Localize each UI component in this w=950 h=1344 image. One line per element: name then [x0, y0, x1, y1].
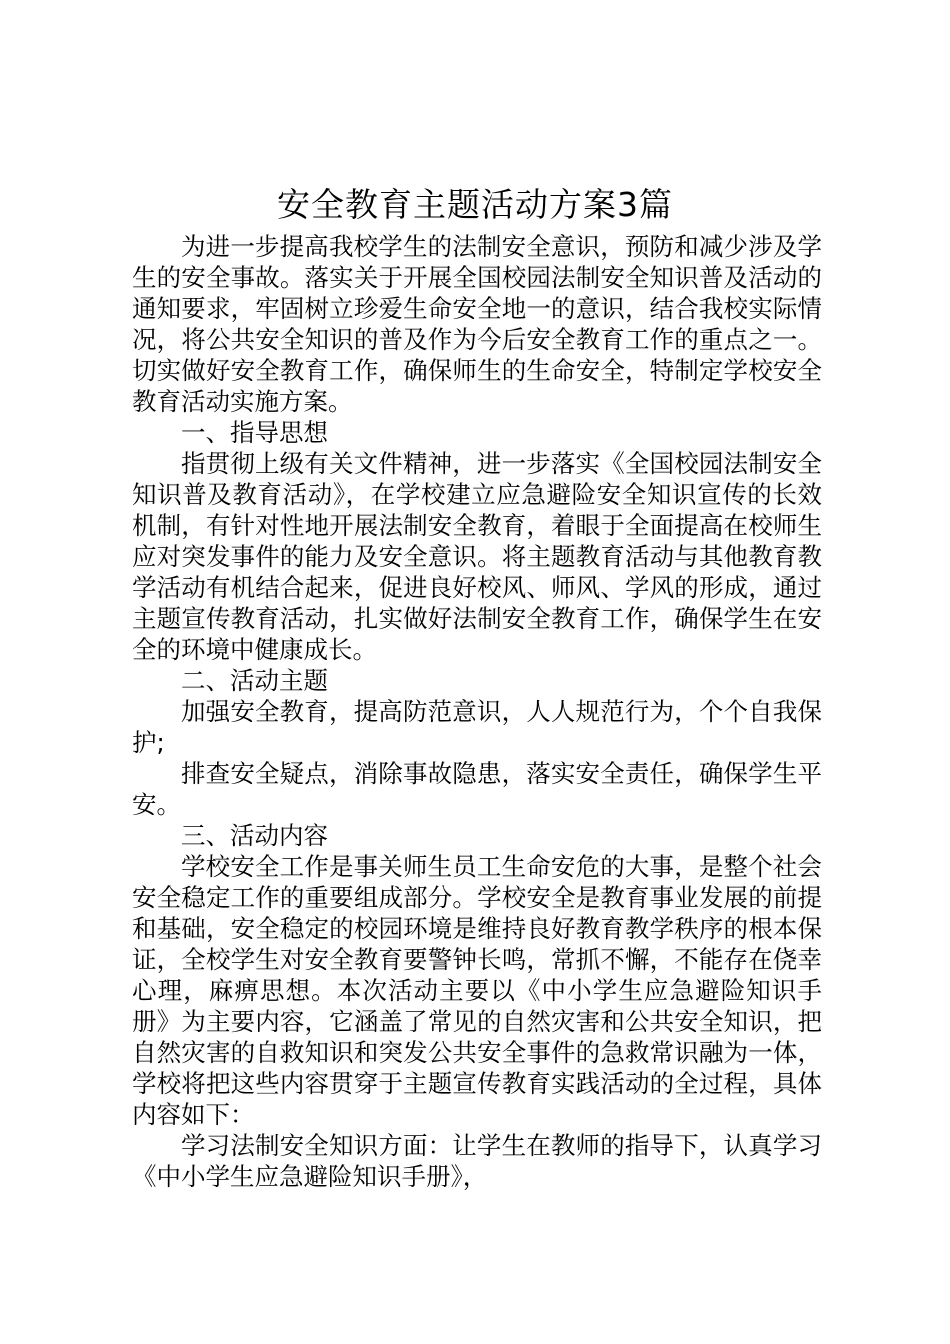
paragraph-guiding-ideology: 指贯彻上级有关文件精神，进一步落实《全国校园法制安全知识普及教育活动》，在学校建立应急避险安全知识宣传的长效机制，有针对性地开展法制安全教育，着眼于全面提高在校师生应对突发事件的能力及安全意识。将主题教育活动与其他教育教学活动有机结合起来，促进良好校风、师风、学风的形成，通过主题宣传教育活动，扎实做好法制安全教育工作，确保学生在安全的环境中健康成长。: [132, 449, 822, 664]
section-heading-activity-theme: 二、活动主题: [181, 666, 328, 695]
document-title: 安全教育主题活动方案3篇: [277, 185, 673, 224]
document-body: [132, 231, 822, 1192]
section-heading-activity-content: 三、活动内容: [181, 821, 328, 850]
paragraph-intro: 为进一步提高我校学生的法制安全意识，预防和减少涉及学生的安全事故。落实关于开展全国校园法制安全知识普及活动的通知要求，牢固树立珍爱生命安全地一的意识，结合我校实际情况，将公共安全知识的普及作为今后安全教育工作的重点之一。切实做好安全教育工作，确保师生的生命安全，特制定学校安全教育活动实施方案。: [132, 232, 822, 416]
paragraph-theme-line-2: 排查安全疑点，消除事故隐患，落实安全责任，确保学生平安。: [132, 759, 822, 819]
paragraph-theme-line-1: 加强安全教育，提高防范意识，人人规范行为，个个自我保护;: [132, 697, 822, 757]
paragraph-study-knowledge: 学习法制安全知识方面：让学生在教师的指导下，认真学习《中小学生应急避险知识手册》，: [132, 1131, 822, 1191]
paragraph-activity-content: 学校安全工作是事关师生员工生命安危的大事，是整个社会安全稳定工作的重要组成部分。学校安全是教育事业发展的前提和基础，安全稳定的校园环境是维持良好教育教学秩序的根本保证，全校学生对安全教育要警钟长鸣，常抓不懈，不能存在侥幸心理，麻痹思想。本次活动主要以《中小学生应急避险知识手册》为主要内容，它涵盖了常见的自然灾害和公共安全知识，把自然灾害的自救知识和突发公共安全事件的急救常识融为一体，学校将把这些内容贯穿于主题宣传教育实践活动的全过程，具体内容如下：: [132, 852, 822, 1129]
section-heading-guiding-ideology: 一、指导思想: [181, 418, 328, 447]
